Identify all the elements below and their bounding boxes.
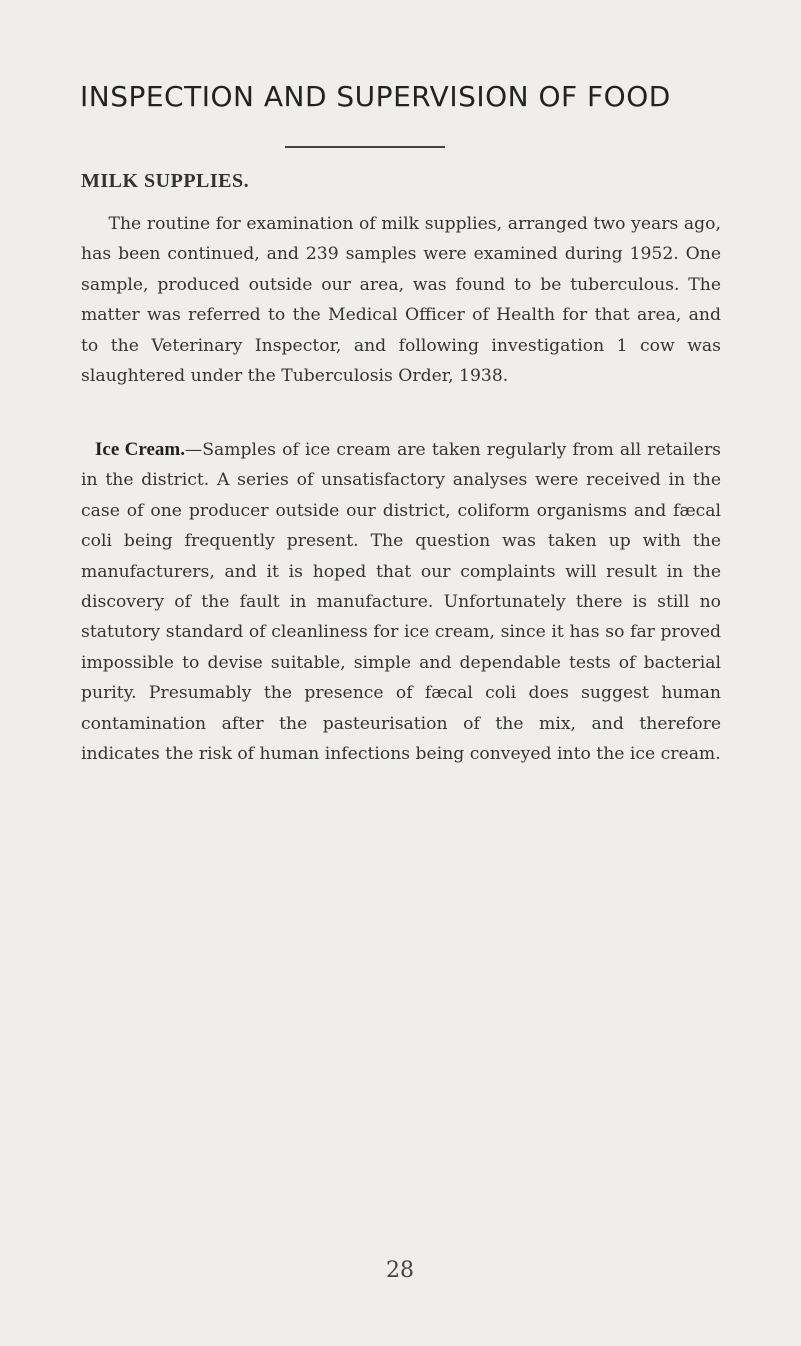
title-divider <box>285 146 445 148</box>
page-title: INSPECTION AND SUPERVISION OF FOOD <box>80 80 671 113</box>
milk-supplies-heading: MILK SUPPLIES. <box>81 170 250 192</box>
milk-supplies-paragraph: The routine for examination of milk supplies, arranged two years ago, has been continued, and 239 samples were examined during 1952. One sample, produced outside our area, was found to be tuberculous. The matter was referred to the Medical Officer of Health for that area, and to the Veterinary Inspector, and following investigation 1 cow was slaughtered under the Tuberculosis Order, 1938. <box>81 214 721 387</box>
page-number: 28 <box>386 1258 414 1283</box>
ice-cream-text: —Samples of ice cream are taken regularly from all retailers in the district. A series of unsatisfactory analyses were received in the case of one producer outside our district, coliform organisms and fæcal coli being frequently present. The question was taken up with the manufacturers, and it is hoped that our complaints will result in the discovery of the fault in manufacture. Unfortunately there is still no statutory standard of cleanliness for ice cream, since it has so far proved impossible to devise suitable, simple and dependable tests of bacterial purity. Presumably the presence of fæcal coli does suggest human contamination after the pasteurisation of the mix, and therefore indicates the risk of human infections being conveyed into the ice cream. <box>81 440 721 765</box>
ice-cream-heading: Ice Cream. <box>95 439 185 460</box>
ice-cream-paragraph <box>81 435 721 769</box>
